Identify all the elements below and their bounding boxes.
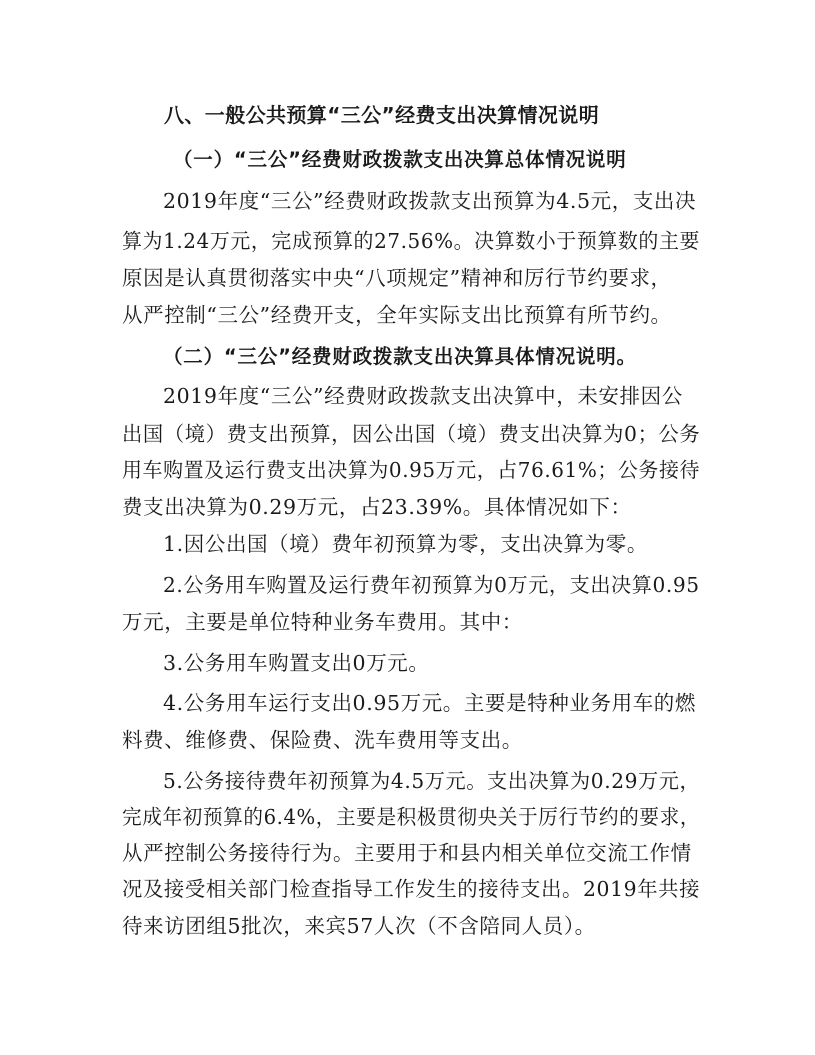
item-3: 3.公务用车购置支出0万元。 (163, 651, 430, 675)
part2-intro-line: 用车购置及运行费支出决算为0.95万元，占76.61%；公务接待 (122, 458, 701, 482)
part1-heading: （一）“三公”经费财政拨款支出决算总体情况说明 (173, 148, 627, 171)
part2-intro-line: 费支出决算为0.29万元，占23.39%。具体情况如下： (122, 495, 632, 519)
item-1: 1.因公出国（境）费年初预算为零，支出决算为零。 (163, 532, 648, 556)
part1-line: 从严控制“三公”经费开支，全年实际支出比预算有所节约。 (122, 303, 672, 327)
item-4-line: 4.公务用车运行支出0.95万元。主要是特种业务用车的燃 (163, 691, 697, 715)
item-5-line: 5.公务接待费年初预算为4.5万元。支出决算为0.29万元， (163, 769, 701, 793)
part2-heading: （二）“三公”经费财政拨款支出决算具体情况说明。 (163, 345, 637, 368)
part1-line: 算为1.24万元，完成预算的27.56%。决算数小于预算数的主要 (122, 229, 701, 253)
item-4-line: 料费、维修费、保险费、洗车费用等支出。 (122, 728, 523, 752)
part2-intro-line: 2019年度“三公”经费财政拨款支出决算中，未安排因公 (163, 384, 683, 408)
part1-line: 原因是认真贯彻落实中央“八项规定”精神和厉行节约要求， (122, 266, 672, 290)
item-5-line: 待来访团组5批次，来宾57人次（不含陪同人员）。 (122, 914, 596, 938)
section-title: 八、一般公共预算“三公”经费支出决算情况说明 (164, 103, 600, 127)
item-5-line: 从严控制公务接待行为。主要用于和县内相关单位交流工作情 (122, 841, 692, 865)
item-2-line: 2.公务用车购置及运行费年初预算为0万元，支出决算0.95 (163, 573, 700, 597)
item-2-line: 万元，主要是单位特种业务车费用。其中： (122, 610, 523, 634)
part1-line: 2019年度“三公”经费财政拨款支出预算为4.5元，支出决 (163, 189, 697, 213)
item-5-line: 完成年初预算的6.4%，主要是积极贯彻央关于厉行节约的要求， (122, 805, 701, 829)
item-5-line: 况及接受相关部门检查指导工作发生的接待支出。2019年共接 (122, 877, 701, 901)
part2-intro-line: 出国（境）费支出预算，因公出国（境）费支出决算为0；公务 (122, 422, 701, 446)
